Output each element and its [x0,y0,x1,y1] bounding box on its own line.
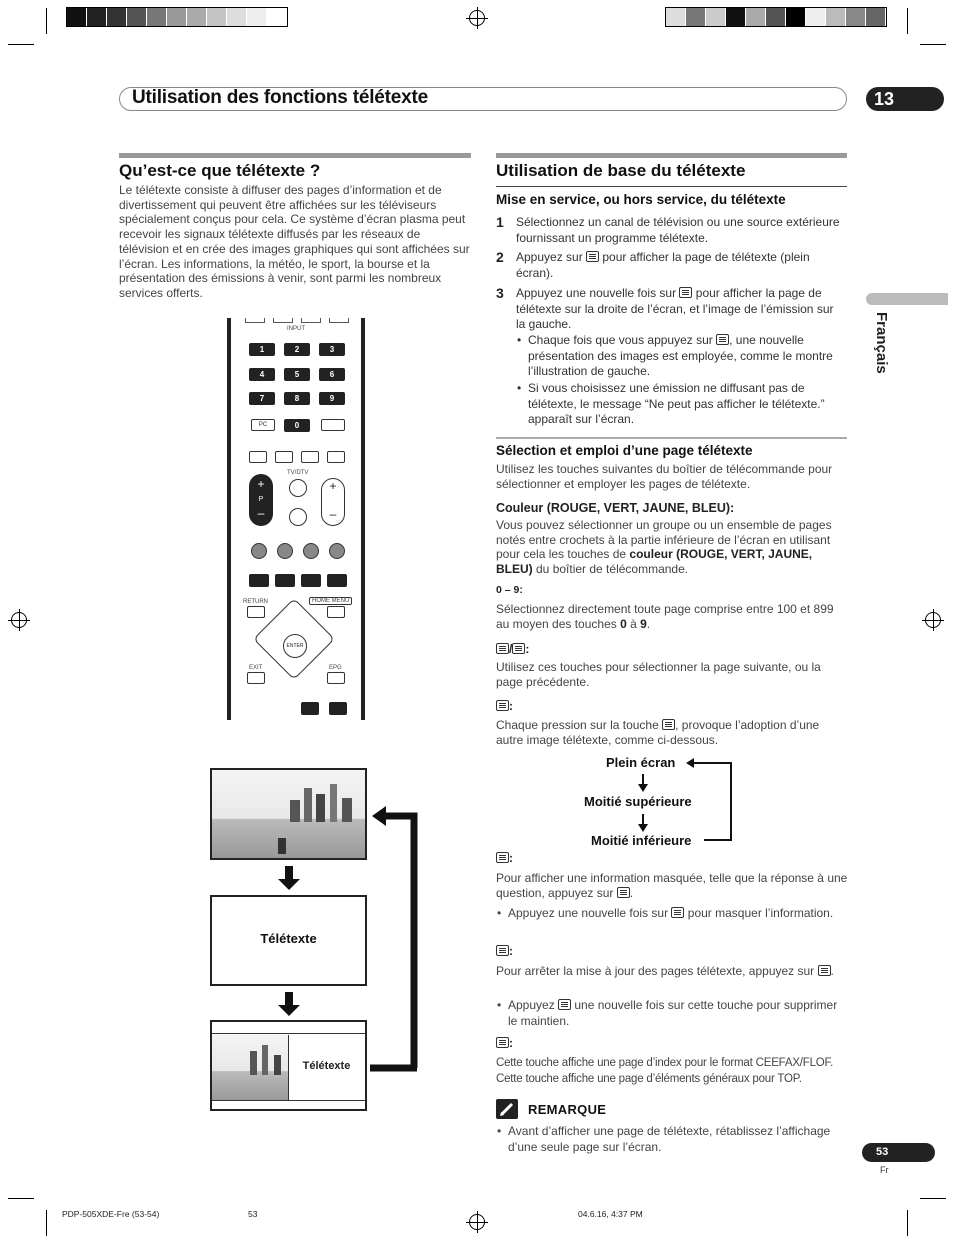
section-underline [496,186,847,187]
exit-label: EXIT [249,665,263,671]
teletext-label: Télétexte [260,931,317,946]
subpage-button [301,702,319,715]
index-text-line-2: Cette touche affiche une page d’éléments généraux pour TOP. [496,1073,802,1085]
reveal-button [249,574,269,587]
remote-top-button [329,318,349,323]
registration-mark [469,1214,485,1230]
epg-button [327,672,345,684]
step-3-text: Appuyez une nouvelle fois sur pour afficher la page de télétexte sur la droite de l’écran, et l’image de l’émission sur la gauche. [516,286,834,331]
person-shape [278,838,286,854]
remote-top-button [273,318,293,323]
mute-button [289,508,307,526]
building-shape [342,798,352,822]
step-3-bullet-1: • Chaque fois que vous appuyez sur , une nouvelle présentation des images est employée, comme le montre l’illustration de gauche. [528,333,846,380]
crop-mark [46,8,47,34]
epg-label: EPG [329,665,342,671]
hold-button [275,574,295,587]
reveal-icon [496,852,509,863]
crop-mark [8,1198,34,1199]
info-button [321,419,345,431]
hold-text: Pour arrêter la mise à jour des pages télétexte, appuyez sur . [496,964,834,978]
page-number: 53 [862,1143,935,1162]
building-shape [330,784,337,822]
gray-scale-bar [665,7,887,27]
split-button [301,451,319,463]
hold-bullet: • Appuyez une nouvelle fois sur cette touche pour supprimer le maintien. [508,998,846,1029]
digits-title: 0 – 9: [496,584,523,596]
registration-mark [469,10,485,26]
red-button [251,543,267,559]
step-number-2: 2 [496,249,504,265]
gray-scale-bar [66,7,288,27]
registration-mark [925,612,941,628]
digit-button-1: 1 [249,343,275,356]
digit-button-4: 4 [249,368,275,381]
full-picture-screen [210,768,367,860]
page-nav-keys: / : [496,642,529,656]
step-2-text: Appuyez sur pour afficher la page de télétexte (plein écran). [516,250,810,280]
page-forward-icon [496,643,509,654]
down-arrow-icon [282,866,296,890]
cycle-arrow-icon [370,806,420,1072]
footer-page: 53 [248,1209,258,1219]
return-label: RETURN [243,599,268,605]
remote-top-button [301,318,321,323]
digit-button-9: 9 [319,392,345,405]
index-button [301,574,321,587]
building-shape [262,1045,268,1075]
digit-button-6: 6 [319,368,345,381]
hold-icon [818,965,831,976]
crop-mark [907,8,908,34]
index-key: : [496,1036,513,1050]
hold-icon [496,945,509,956]
digit-button-7: 7 [249,392,275,405]
page-nav-text: Utilisez ces touches pour sélectionner la page suivante, ou la page précédente. [496,660,821,689]
remarque-title: REMARQUE [528,1102,607,1117]
color-keys-title: Couleur (ROUGE, VERT, JAUNE, BLEU): [496,501,735,515]
size-cycle-arrows-icon [630,756,736,846]
tv-dtv-button [289,479,307,497]
channel-rocker: + P – [249,474,273,526]
building-shape [290,800,300,822]
hold-icon [558,999,571,1010]
step-number-1: 1 [496,214,504,230]
teletext-full-screen [210,895,367,986]
language-label: Français [873,312,890,374]
remarque-bullet: • Avant d’afficher une page de télétexte, rétablissez l’affichage d’une seule page sur l’écran. [508,1124,846,1155]
flow-full-screen: Plein écran [606,755,676,770]
flow-upper-half: Moitié supérieure [584,794,692,809]
chapter-title: Utilisation des fonctions télétexte [132,87,428,108]
size-button [329,702,347,715]
building-shape [304,788,312,822]
crop-mark [907,1210,908,1236]
page-selection-intro: Utilisez les touches suivantes du boîtier de télécommande pour sélectionner et employer les pages de télétexte. [496,462,833,491]
section-rule [496,153,847,158]
page-language: Fr [880,1165,889,1175]
yellow-button [303,543,319,559]
footer-document-id: PDP-505XDE-Fre (53-54) [62,1209,160,1219]
home-menu-label: HOME MENU [309,597,352,605]
teletext-icon [586,251,599,262]
crop-mark [46,1210,47,1236]
digit-button-8: 8 [284,392,310,405]
audio-button [249,451,267,463]
return-button [247,606,265,618]
section-rule [496,437,847,439]
reveal-text: Pour afficher une information masquée, telle que la réponse à une question, appuyez sur . [496,871,848,900]
intro-paragraph: Le télétexte consiste à diffuser des pages d’information et de divertissement qui peuvent être affichées sur les téléviseurs spécialement conçus pour cela. Ce système d’écran plasma peut recevoir les signaux télétexte diffusés par les réseaux de télévision et en crée des images graphiques qui sont affichées sur l’écran. Les informations, la météo, le sport, la bourse et la présentation des émissions à venir, sont parmi les nombreux services offerts. [119,183,470,300]
volume-rocker: + – [321,478,345,526]
split-bottom-strip [212,1100,365,1109]
split-top-strip [212,1022,365,1034]
remote-top-button [245,318,265,323]
hold-key: : [496,944,513,958]
section-rule [119,153,471,158]
green-button [277,543,293,559]
reveal-key: : [496,851,513,865]
split-screen [210,1020,367,1111]
language-tab [866,293,948,305]
reveal-icon [617,887,630,898]
step-1-text: Sélectionnez un canal de télévision ou une source extérieure fournissant un programme télétexte. [516,215,840,245]
note-pencil-icon [496,1099,518,1119]
down-arrow-icon [282,992,296,1016]
reveal-icon [671,907,684,918]
freeze-button [275,451,293,463]
index-text-line-1: Cette touche affiche une page d’index pour le format CEEFAX/FLOF. [496,1057,834,1069]
digit-button-0: 0 [284,419,310,432]
crop-mark [8,44,34,45]
section-title-what-is-teletext: Qu’est-ce que télétexte ? [119,161,321,180]
city-photo [212,770,365,858]
exit-button [247,672,265,684]
size-icon [662,719,675,730]
chapter-number: 13 [866,87,944,111]
size-text: Chaque pression sur la touche , provoque l’adoption d’une autre image télétexte, comme ci-dessous. [496,718,820,747]
pc-button: PC [251,419,275,431]
registration-mark [11,612,27,628]
subsection-title-on-off: Mise en service, ou hors service, du télétexte [496,192,786,207]
input-label: INPUT [287,326,305,332]
digit-button-5: 5 [284,368,310,381]
size-key: : [496,699,513,713]
subsection-title-page-selection: Sélection et emploi d’une page télétexte [496,443,753,458]
tv-dtv-label: TV/DTV [287,470,309,476]
digit-button-2: 2 [284,343,310,356]
step-number-3: 3 [496,285,504,301]
enter-button: ENTER [283,634,307,658]
city-photo-small [212,1035,288,1100]
footer-date: 04.6.16, 4:37 PM [578,1209,643,1219]
teletext-small-label: Télétexte [302,1060,351,1072]
swap-button [327,451,345,463]
teletext-button [327,574,347,587]
index-icon [496,1037,509,1048]
reveal-bullet: • Appuyez une nouvelle fois sur pour masquer l’information. [508,906,846,921]
crop-mark [920,1198,946,1199]
teletext-icon [716,334,729,345]
remote-control-illustration [227,318,365,720]
building-shape [316,794,325,822]
building-shape [274,1055,281,1075]
teletext-icon [679,287,692,298]
color-keys-text: Vous pouvez sélectionner un groupe ou un ensemble de pages notés entre crochets à la partie inférieure de l’écran en utilisant pour cela les touches de couleur (ROUGE, VERT, JAUNE, BLEU) du boîtier de télécommande. [496,518,832,577]
crop-mark [920,44,946,45]
flow-lower-half: Moitié inférieure [591,833,692,848]
digit-button-3: 3 [319,343,345,356]
section-title-basic-use: Utilisation de base du télétexte [496,161,746,180]
digits-text: Sélectionnez directement toute page comprise entre 100 et 899 au moyen des touches 0 à 9. [496,602,834,631]
blue-button [329,543,345,559]
page-back-icon [512,643,525,654]
building-shape [250,1051,257,1075]
step-3-bullet-2: • Si vous choisissez une émission ne diffusant pas de télétexte, le message “Ne peut pas afficher le télétexte.” apparaît sur l’écran. [528,381,846,428]
size-icon [496,700,509,711]
home-menu-button [327,606,345,618]
